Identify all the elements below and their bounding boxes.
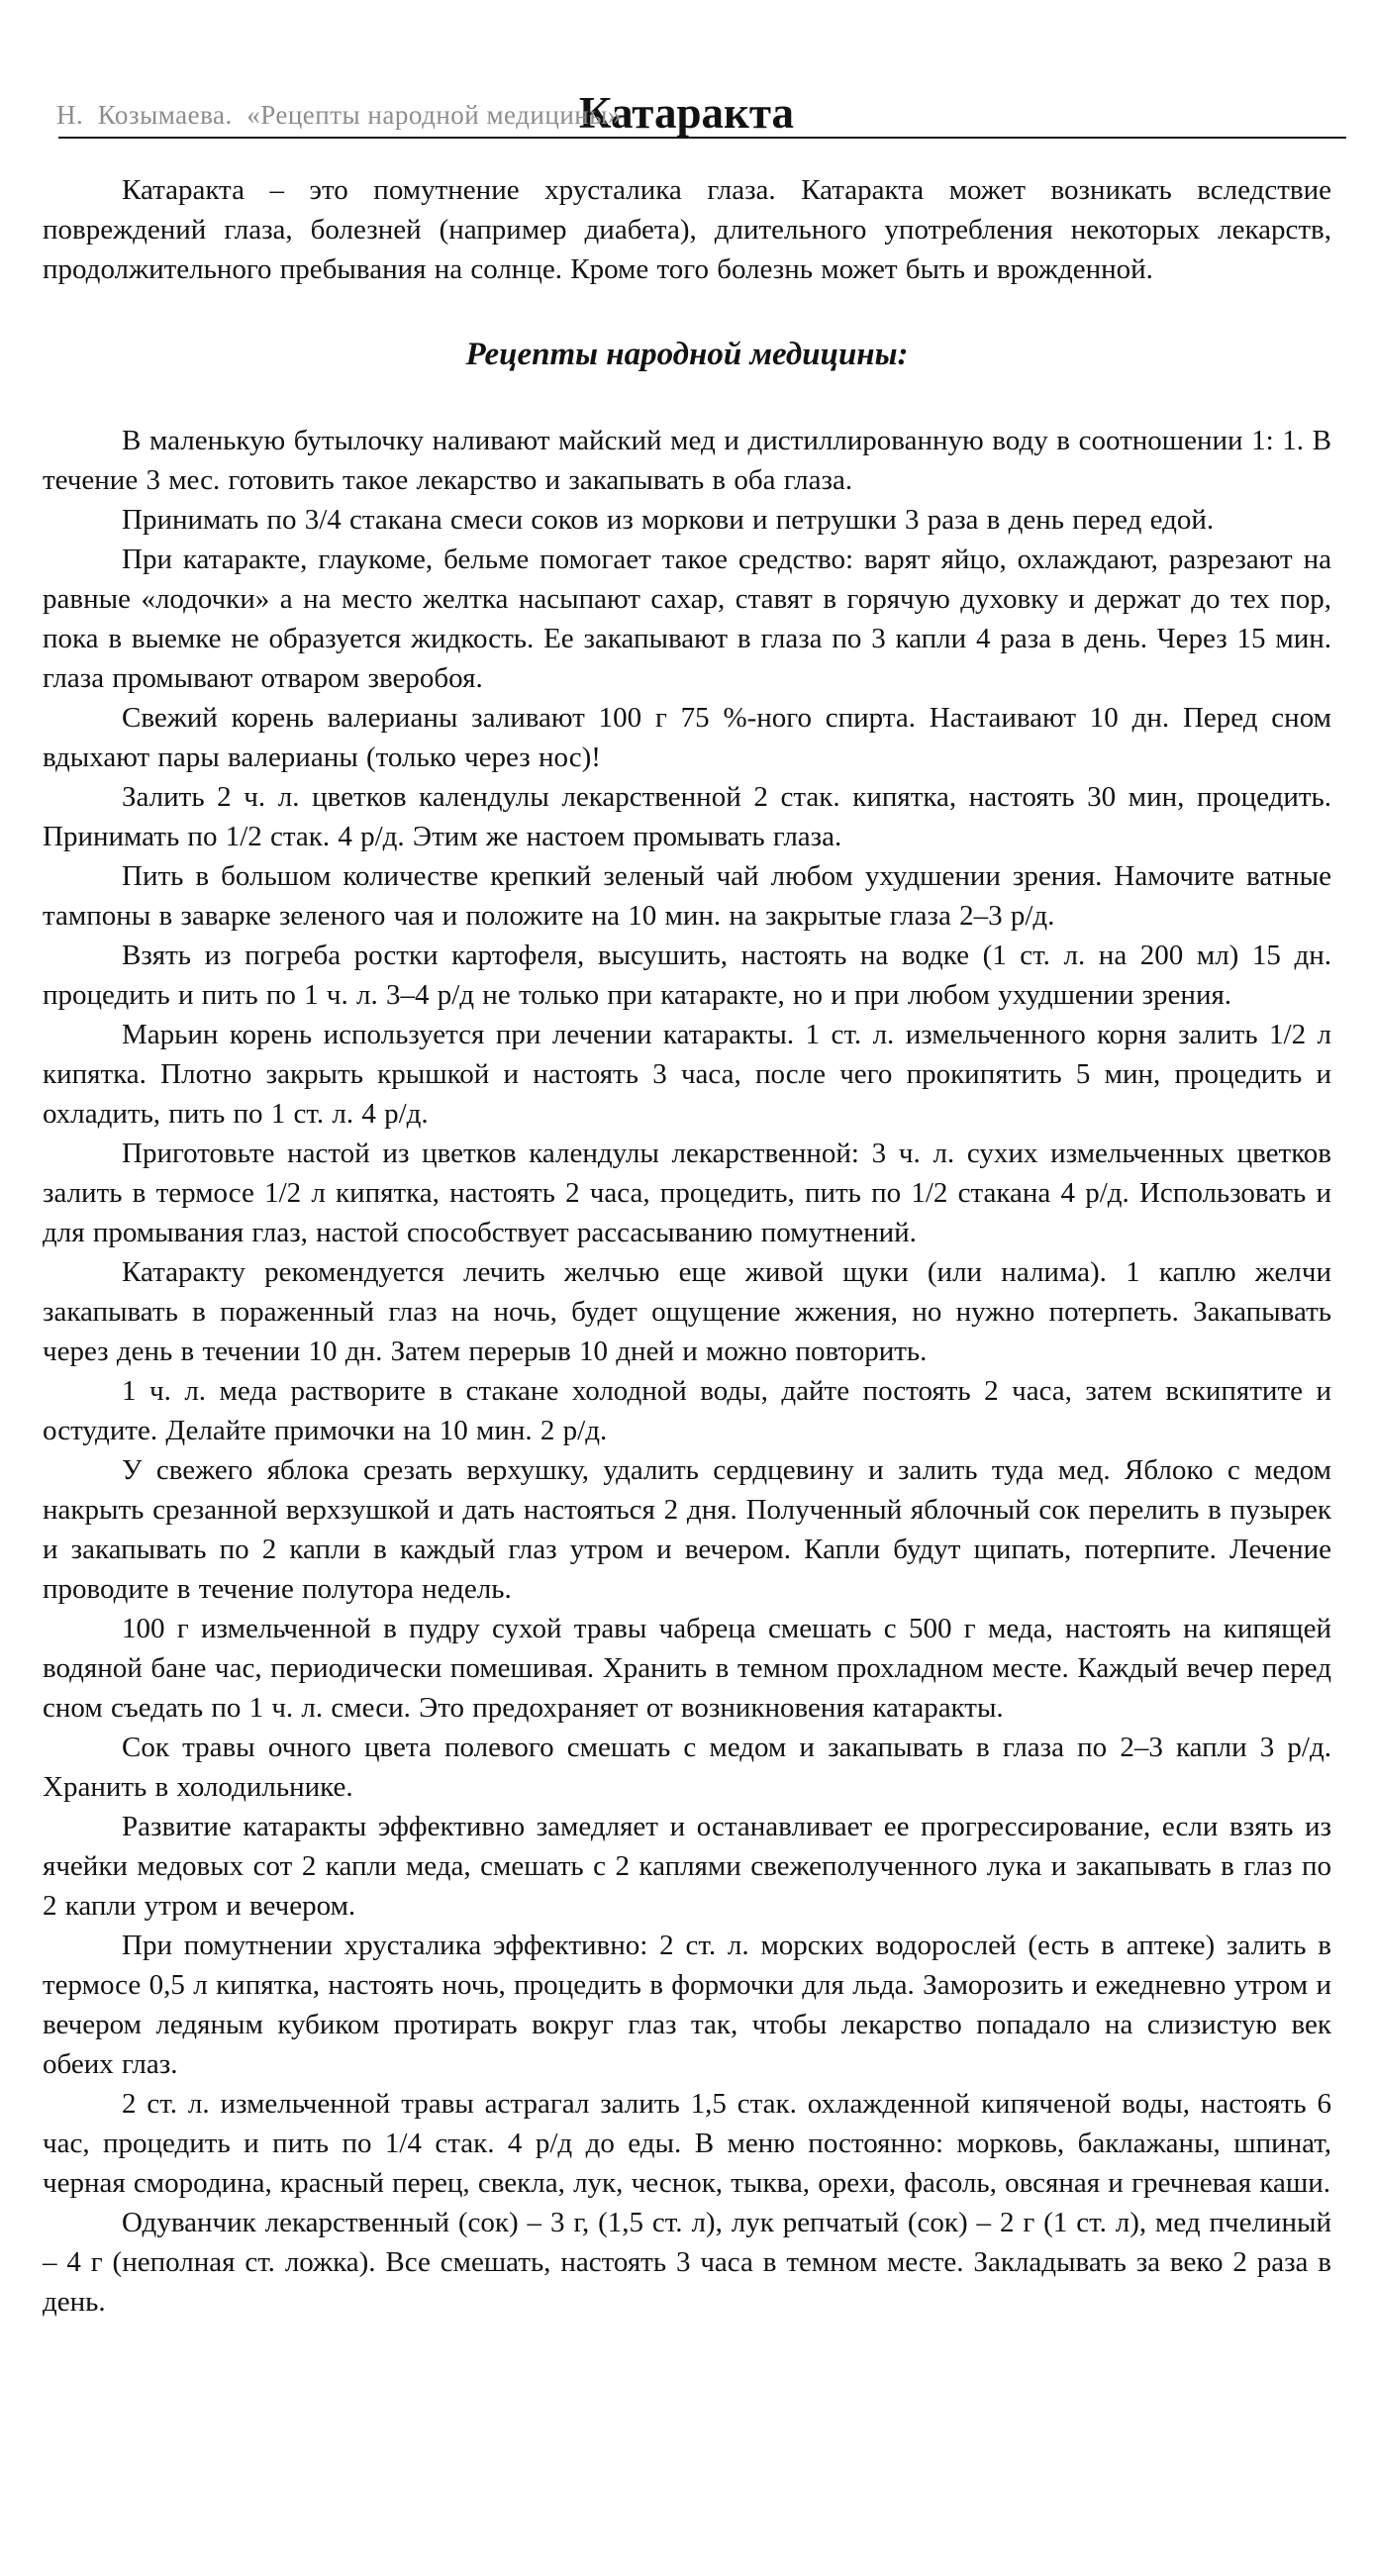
intro-block (43, 170, 1331, 289)
recipe-paragraph: Свежий корень валерианы заливают 100 г 75 %-ного спирта. Настаивают 10 дн. Перед сном вдыхают пары валерианы (только через нос)! (43, 702, 1331, 773)
recipe-paragraph: При катаракте, глаукоме, бельме помогает такое средство: варят яйцо, охлаждают, разрезают на равные «лодочки» а на место желтка насыпают сахар, ставят в горячую духовку и держат до тех пор, пока в выемке не образуется жидкость. Ее закапывают в глаза по 3 капли 4 раза в день. Через 15 мин. глаза промывают отваром зверобоя. (43, 544, 1331, 694)
recipe-paragraph: Одуванчик лекарственный (сок) – 3 г, (1,5 ст. л), лук репчатый (сок) – 2 г (1 ст. л), мед пчелиный – 4 г (неполная ст. ложка). Все смешать, настоять 3 часа в темном месте. Закладывать за веко 2 раза в день. (43, 2207, 1331, 2318)
recipe-paragraph: В маленькую бутылочку наливают майский мед и дистиллированную воду в соотношении 1: 1. В течение 3 мес. готовить такое лекарство и закапывать в оба глаза. (43, 425, 1331, 496)
recipes-block (43, 421, 1331, 2322)
header-rule-divider (58, 137, 1346, 139)
recipe-paragraph: Залить 2 ч. л. цветков календулы лекарственной 2 стак. кипятка, настоять 30 мин, процедить. Принимать по 1/2 стак. 4 р/д. Этим же настоем промывать глаза. (43, 781, 1331, 852)
recipe-paragraph: 2 ст. л. измельченной травы астрагал залить 1,5 стак. охлажденной кипяченой воды, настоять 6 час, процедить и пить по 1/4 стак. 4 р/д до еды. В меню постоянно: морковь, баклажаны, шпинат, черная смородина, красный перец, свекла, лук, чеснок, тыква, орехи, фасоль, овсяная и гречневая каши. (43, 2088, 1331, 2199)
intro-paragraph: Катаракта – это помутнение хрусталика глаза. Катаракта может возникать вследствие повреждений глаза, болезней (например диабета), длительного употребления некоторых лекарств, продолжительного пребывания на солнце. Кроме того болезнь может быть и врожденной. (43, 174, 1331, 285)
recipe-paragraph: Развитие катаракты эффективно замедляет и останавливает ее прогрессирование, если взять из ячейки медовых сот 2 капли меда, смешать с 2 каплями свежеполученного лука и закапывать в глаз по 2 капли утром и вечером. (43, 1811, 1331, 1922)
recipe-paragraph: 100 г измельченной в пудру сухой травы чабреца смешать с 500 г меда, настоять на кипящей водяной бане час, периодически помешивая. Хранить в темном прохладном месте. Каждый вечер перед сном съедать по 1 ч. л. смеси. Это предохраняет от возникновения катаракты. (43, 1613, 1331, 1724)
recipe-paragraph: У свежего яблока срезать верхушку, удалить сердцевину и залить туда мед. Яблоко с медом накрыть срезанной верхзушкой и дать настояться 2 дня. Полученный яблочный сок перелить в пузырек и закапывать по 2 капли в каждый глаз утром и вечером. Капли будут щипать, потерпите. Лечение проводите в течение полутора недель. (43, 1454, 1331, 1605)
page-title: Катаракта (578, 88, 795, 138)
recipe-paragraph: Приготовьте настой из цветков календулы лекарственной: 3 ч. л. сухих измельченных цветков залить в термосе 1/2 л кипятка, настоять 2 часа, процедить, пить по 1/2 стакана 4 р/д. Использовать и для промывания глаз, настой способствует рассасыванию помутнений. (43, 1138, 1331, 1248)
recipe-paragraph: При помутнении хрусталика эффективно: 2 ст. л. морских водорослей (есть в аптеке) залить в термосе 0,5 л кипятка, настоять ночь, процедить в формочки для льда. Заморозить и ежедневно утром и вечером ледяным кубиком протирать вокруг глаз так, чтобы лекарство попадало на слизистую век обеих глаз. (43, 1930, 1331, 2080)
recipe-paragraph: Катаракту рекомендуется лечить желчью еще живой щуки (или налима). 1 каплю желчи закапывать в пораженный глаз на ночь, будет ощущение жжения, но нужно потерпеть. Закапывать через день в течении 10 дн. Затем перерыв 10 дней и можно повторить. (43, 1256, 1331, 1367)
recipe-paragraph: Взять из погреба ростки картофеля, высушить, настоять на водке (1 ст. л. на 200 мл) 15 дн. процедить и пить по 1 ч. л. 3–4 р/д не только при катаракте, но и при любом ухудшении зрения. (43, 940, 1331, 1011)
recipe-paragraph: 1 ч. л. меда растворите в стакане холодной воды, дайте постоять 2 часа, затем вскипятите и остудите. Делайте примочки на 10 мин. 2 р/д. (43, 1375, 1331, 1446)
section-heading: Рецепты народной медицины: (465, 337, 909, 372)
recipe-paragraph: Сок травы очного цвета полевого смешать с медом и закапывать в глаза по 2–3 капли 3 р/д. Хранить в холодильнике. (43, 1732, 1331, 1803)
recipe-paragraph: Марьин корень используется при лечении катаракты. 1 ст. л. измельченного корня залить 1/2 л кипятка. Плотно закрыть крышкой и настоять 3 часа, после чего прокипятить 5 мин, процедить и охладить, пить по 1 ст. л. 4 р/д. (43, 1019, 1331, 1130)
recipe-paragraph: Пить в большом количестве крепкий зеленый чай любом ухудшении зрения. Намочите ватные тампоны в заварке зеленого чая и положите на 10 мин. на закрытые глаза 2–3 р/д. (43, 860, 1331, 932)
running-header: Н. Козымаева. «Рецепты народной медицины» (56, 100, 622, 130)
recipe-paragraph: Принимать по 3/4 стакана смеси соков из моркови и петрушки 3 раза в день перед едой. (122, 504, 1215, 536)
